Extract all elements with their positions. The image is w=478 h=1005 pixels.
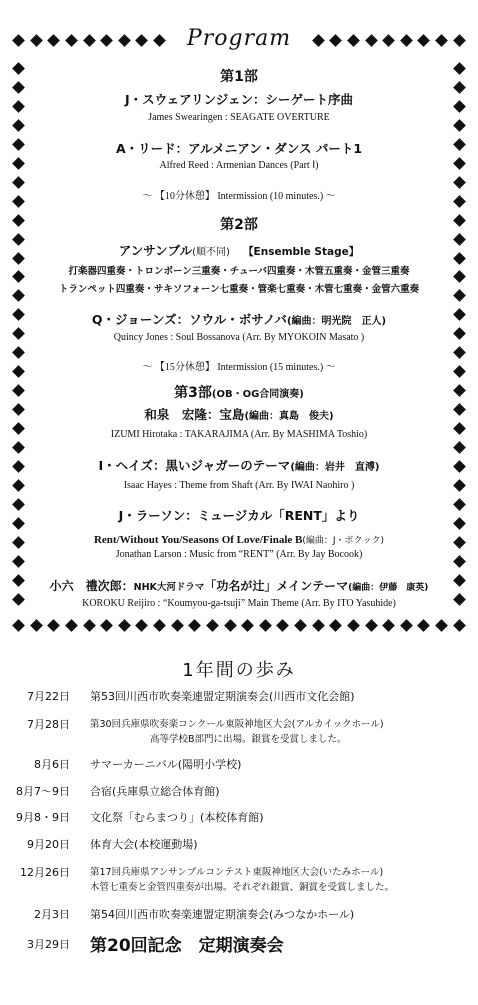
border-diamond: [418, 619, 431, 632]
piece7-series: NHK大河ドラマ: [133, 582, 205, 593]
event-text: 体育大会(本校運動場): [90, 838, 198, 851]
intermission-2: 〜 【15分休憩】 Intermission (15 minutes.) 〜: [142, 362, 336, 373]
piece5-title: [0, 455, 478, 474]
border-diamond: [153, 619, 166, 632]
event-date: 7月22日: [27, 690, 70, 703]
event-date: 12月26日: [20, 866, 70, 879]
piece7-english: KOROKU Reijiro : “Koumyou-ga-tsuji” Main Theme (Arr. By ITO Yasuhide): [82, 598, 396, 609]
piece7-name: 「功名が辻」メインテーマ: [204, 579, 349, 593]
piece3-english: Quincy Jones : Soul Bossanova (Arr. By MYOKOIN Masato ): [113, 332, 365, 343]
event-text: 第30回兵庫県吹奏楽コンクール東阪神地区大会(アルカイックホール): [90, 719, 384, 730]
event-text: 第20回記念 定期演奏会: [90, 936, 284, 956]
piece6-title: J・ラーソン：ミュージカル「RENT」より: [118, 508, 360, 523]
piece4-title: [0, 404, 478, 423]
piece1-title: J・スウェアリンジェン：シーゲート序曲: [124, 92, 354, 107]
border-diamond: [118, 619, 131, 632]
border-diamond: [65, 619, 78, 632]
piece5-arranger: (編曲：岩井 直溥): [290, 462, 380, 473]
border-diamond: [136, 619, 149, 632]
border-diamond: [294, 619, 307, 632]
event-text: 第53回川西市吹奏楽連盟定期演奏会(川西市文化会館): [90, 690, 355, 703]
piece6-arranger: (編曲：J・ボクック): [302, 536, 385, 546]
piece1-english: James Swearingen : SEAGATE OVERTURE: [148, 112, 330, 123]
event-text: 第17回兵庫県アンサンブルコンテスト東阪神地区大会(いたみホール): [90, 867, 384, 878]
part3-label: 第3部: [174, 385, 212, 401]
part2-heading: 第2部: [220, 217, 258, 233]
ensemble-title: [0, 240, 478, 259]
border-diamond: [30, 619, 43, 632]
piece3-title: [0, 309, 478, 328]
piece6-english: Jonathan Larson : Music from “RENT” (Arr. By Jay Bocook): [115, 549, 363, 560]
part3-heading: [0, 382, 478, 402]
border-diamond: [453, 619, 466, 632]
event-date: 8月6日: [34, 758, 70, 771]
piece7-title: [0, 575, 478, 594]
ensemble-line-2: トランペット四重奏・サキソフォーン七重奏・管楽七重奏・木管七重奏・金管六重奏: [58, 284, 420, 295]
piece3-name: Q・ジョーンズ：ソウル・ボサノバ: [91, 312, 287, 327]
piece7-arranger: (編曲：伊藤 康英): [348, 583, 429, 593]
border-diamond: [435, 619, 448, 632]
border-diamond: [12, 441, 25, 454]
piece7-composer: 小六 禮次郎：: [49, 579, 134, 593]
piece6-subtitle: [0, 528, 478, 547]
event-date: 9月8・9日: [16, 811, 70, 824]
piece4-name: 和泉 宏隆：宝島: [144, 407, 245, 422]
border-diamond: [365, 619, 378, 632]
border-diamond: [329, 619, 342, 632]
border-diamond: [224, 619, 237, 632]
ensemble-english: 【Ensemble Stage】: [243, 246, 360, 258]
event-text: 第54回川西市吹奏楽連盟定期演奏会(みつなかホール): [90, 908, 355, 921]
event-date: 2月3日: [34, 908, 70, 921]
border-diamond: [171, 619, 184, 632]
ensemble-label: アンサンブル: [118, 243, 193, 258]
border-diamond: [100, 619, 113, 632]
piece5-name: I・ヘイズ：黒いジャガーのテーマ: [98, 458, 291, 473]
event-text: 合宿(兵庫県立総合体育館): [90, 785, 220, 798]
piece3-arranger: (編曲：明光院 正人): [286, 316, 387, 327]
program-title: Program: [0, 26, 478, 51]
piece4-arranger: (編曲：真島 俊夫): [244, 411, 334, 422]
border-diamond: [47, 619, 60, 632]
event-subtext: 高等学校B部門に出場。銀賞を受賞しました。: [150, 734, 347, 745]
intermission-1: 〜 【10分休憩】 Intermission (10 minutes.) 〜: [142, 191, 336, 202]
event-date: 9月20日: [27, 838, 70, 851]
bottom-diamond-border: [14, 621, 464, 630]
border-diamond: [347, 619, 360, 632]
part3-note: (OB・OG合同演奏): [211, 389, 304, 400]
border-diamond: [206, 619, 219, 632]
border-diamond: [259, 619, 272, 632]
event-text: 文化祭「むらまつり」(本校体育館): [90, 811, 264, 824]
year-title: 1年間の歩み: [182, 660, 296, 681]
border-diamond: [453, 441, 466, 454]
piece2-english: Alfred Reed : Armenian Dances (Part Ⅰ): [159, 160, 319, 171]
event-subtext: 木管七重奏と金管四重奏が出場。それぞれ銀賞、銅賞を受賞しました。: [90, 882, 395, 893]
event-date: 7月28日: [27, 718, 70, 731]
event-date: 8月7〜9日: [16, 785, 70, 798]
part1-heading: 第1部: [220, 69, 258, 85]
event-text: サマーカーニバル(陽明小学校): [90, 758, 242, 771]
ensemble-line-1: 打楽器四重奏・トロンボーン三重奏・チューバ四重奏・木管五重奏・金管三重奏: [68, 266, 410, 277]
ensemble-note: (順不同): [192, 247, 230, 258]
event-date: 3月29日: [27, 938, 70, 951]
border-diamond: [188, 619, 201, 632]
piece6-medley: Rent/Without You/Seasons Of Love/Finale B: [93, 534, 303, 546]
border-diamond: [241, 619, 254, 632]
border-diamond: [12, 619, 25, 632]
border-diamond: [277, 619, 290, 632]
border-diamond: [312, 619, 325, 632]
border-diamond: [83, 619, 96, 632]
piece4-english: IZUMI Hirotaka : TAKARAJIMA (Arr. By MASHIMA Toshio): [110, 429, 368, 440]
piece2-title: A・リード：アルメニアン・ダンス パート1: [115, 141, 363, 156]
piece5-english: Isaac Hayes : Theme from Shaft (Arr. By IWAI Naohiro ): [123, 480, 355, 491]
border-diamond: [400, 619, 413, 632]
border-diamond: [382, 619, 395, 632]
